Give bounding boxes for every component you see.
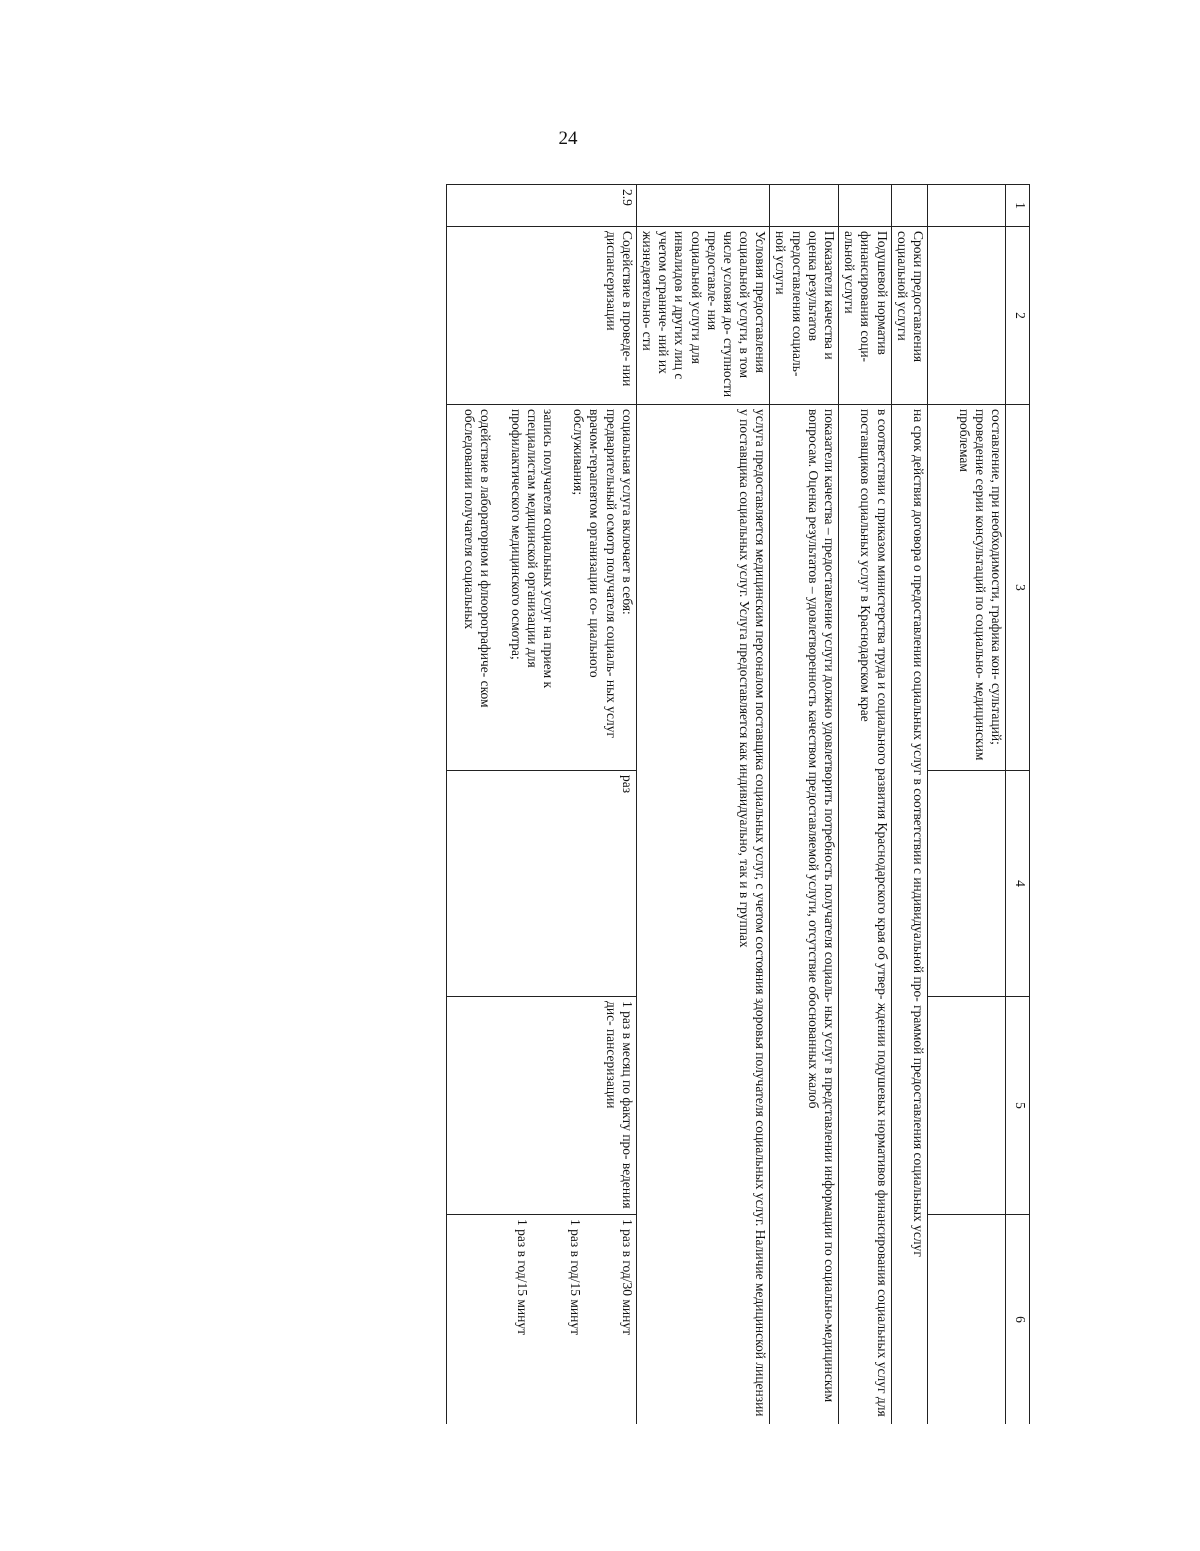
row-label: Сроки предоставления социальной услуги bbox=[891, 227, 927, 405]
row-text: на срок действия договора о предоставлении социальных услуг в соответствии с индивидуальной про- граммой предоставления социальных услуг bbox=[891, 405, 927, 1425]
table-row bbox=[636, 185, 770, 1425]
page-number: 24 bbox=[558, 128, 578, 149]
rotated-table-area bbox=[250, 184, 1030, 1424]
service-name: Содействие в проведе- нии диспансеризации bbox=[446, 227, 636, 405]
row-label: Подушевой норматив финансирования соци- альной услуги bbox=[839, 227, 892, 405]
column-number: 3 bbox=[1006, 405, 1030, 771]
continuation-cell bbox=[928, 405, 1006, 771]
row-label: Условия предоставления социальной услуги, в том числе условия до- ступности предоставле- ния социальной услуги для инвалидов и других лиц с учетом ограниче- ний их жизнедеятельно- сти bbox=[636, 227, 770, 405]
norm-line: 1 раз в год/30 минут bbox=[619, 1219, 635, 1336]
continuation-line: составление, при необходимости, графика кон- сультаций; bbox=[989, 409, 1004, 745]
description-line: запись получателя социальных услуг на прием к специалистам медицинской организации для профилактического медицинского осмотра; bbox=[508, 409, 557, 689]
column-number: 2 bbox=[1006, 227, 1030, 405]
table-sheet bbox=[250, 184, 1030, 1424]
service-frequency: 1 раз в месяц по факту про- ведения дис- пансеризации bbox=[446, 997, 636, 1215]
service-row bbox=[446, 185, 636, 1425]
column-number: 4 bbox=[1006, 771, 1030, 997]
description-line: содействие в лабораторном и флюорографиче- ском обследовании получателя социальных bbox=[462, 409, 494, 708]
service-norms bbox=[446, 1215, 636, 1425]
continuation-line: проведение серии консультаций по социально- медицинским проблемам bbox=[956, 409, 988, 761]
row-text: услуга предоставляется медицинским персоналом поставщика социальных услуг, с учетом состояния здоровья получателя социальных услуг. Наличие медицинской лицензии у поставщика социальных услуг. Услуга предоставляется как индивидуально, так и в группах bbox=[636, 405, 770, 1425]
column-number-row bbox=[1006, 185, 1030, 1425]
description-line: предварительный осмотр получателя социаль- ных услуг врачом-терапевтом организации со- циального обслуживания; bbox=[571, 409, 619, 739]
column-number: 5 bbox=[1006, 997, 1030, 1215]
norm-line: 1 раз в год/15 минут bbox=[515, 1219, 531, 1336]
service-unit: раз bbox=[446, 771, 636, 997]
row-label: Показатели качества и оценка результатов предоставления социаль- ной услуги bbox=[770, 227, 839, 405]
description-line: социальная услуга включает в себя: bbox=[619, 409, 635, 615]
service-number: 2.9 bbox=[446, 185, 636, 227]
table-row bbox=[770, 185, 839, 1425]
column-number: 1 bbox=[1006, 185, 1030, 227]
continuation-row bbox=[928, 185, 1006, 1425]
service-description bbox=[446, 405, 636, 771]
table-row bbox=[891, 185, 927, 1425]
norm-line: 1 раз в год/15 минут bbox=[567, 1219, 583, 1336]
table-row bbox=[839, 185, 892, 1425]
row-text: в соответствии с приказом министерства труда и социального развития Краснодарского края об утвер- ждении подушевых нормативов финансирования социальных услуг для поставщиков социальных услуг в Краснодарском крае bbox=[839, 405, 892, 1425]
column-number: 6 bbox=[1006, 1215, 1030, 1425]
service-standard-table bbox=[446, 184, 1030, 1424]
row-text: показатели качества – предоставление услуги должно удовлетворить потребность получателя социаль- ных услуг в представлении информации по социально-медицинским вопросам. Оценка результатов – удовлетворенность качеством предоставляемой услуги, отсутствие обоснованных жалоб bbox=[770, 405, 839, 1425]
